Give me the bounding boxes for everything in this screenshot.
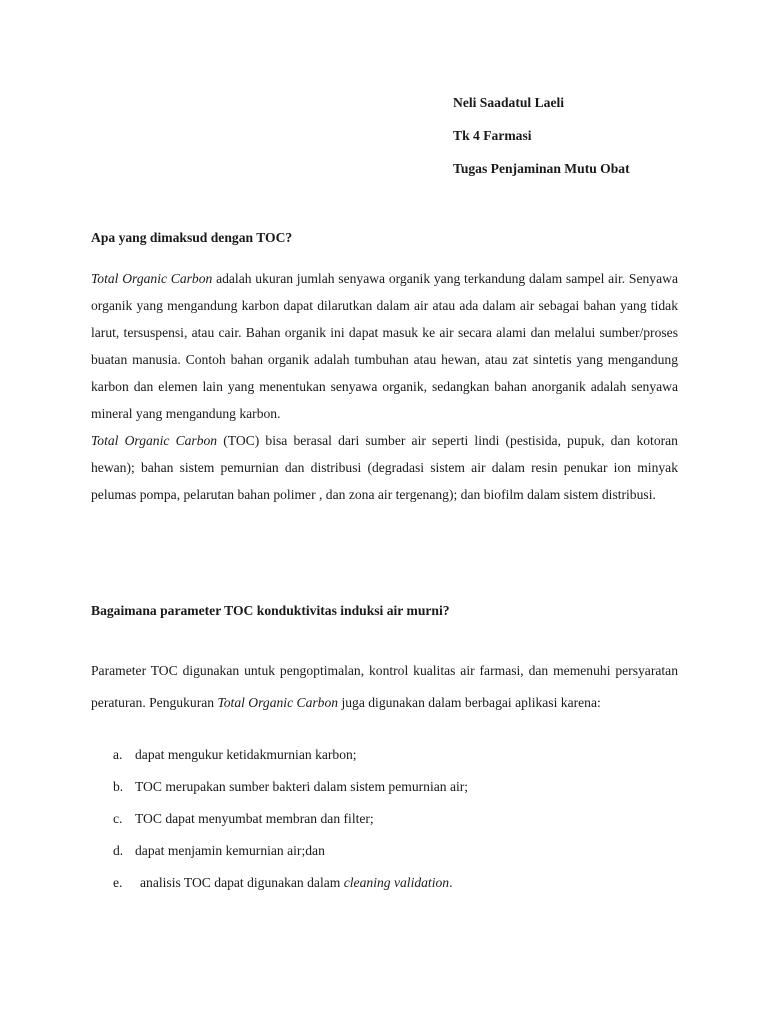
list-marker: b.	[113, 779, 124, 794]
section2-intro-paragraph	[91, 655, 678, 718]
section1-heading: Apa yang dimaksud dengan TOC?	[91, 230, 293, 245]
list-marker: c.	[113, 811, 123, 826]
list-marker: d.	[113, 843, 124, 858]
list-item-text: dapat menjamin kemurnian air;dan	[135, 843, 325, 858]
list-item	[91, 873, 691, 905]
list-item	[91, 841, 691, 873]
list-marker: a.	[113, 747, 123, 762]
list-item-text: dapat mengukur ketidakmurnian karbon;	[135, 747, 357, 762]
toc-term: Total Organic Carbon	[91, 271, 213, 286]
section2-intro	[91, 655, 678, 718]
toc-term: Total Organic Carbon	[217, 694, 339, 710]
section2-heading: Bagaimana parameter TOC konduktivitas induksi air murni?	[91, 603, 450, 618]
list-item-text: TOC merupakan sumber bakteri dalam sistem pemurnian air;	[135, 779, 469, 794]
paragraph-text: (TOC) bisa berasal dari sumber air seperti lindi (pestisida, pupuk, dan kotoran hewan); bahan sistem pemurnian dan distribusi (degradasi sistem air dalam resin penukar ion minyak pelumas pompa, pelarutan bahan polimer , dan zona air tergenang); dan biofilm dalam sistem distribusi.	[91, 433, 678, 502]
intro-text-end: juga digunakan dalam berbagai aplikasi karena:	[338, 694, 601, 710]
author-class: Tk 4 Farmasi	[453, 128, 532, 143]
author-block	[453, 93, 630, 192]
toc-term: Total Organic Carbon	[91, 433, 218, 448]
section1-paragraph-1	[91, 265, 678, 427]
list-item-end: .	[449, 875, 453, 890]
section1-paragraph-2	[91, 427, 678, 508]
assignment-title: Tugas Penjaminan Mutu Obat	[453, 161, 630, 176]
list-item	[91, 777, 691, 809]
paragraph-text: adalah ukuran jumlah senyawa organik yang terkandung dalam sampel air. Senyawa organik yang mengandung karbon dapat dilarutkan dalam air atau ada dalam air sebagai bahan yang tidak larut, tersuspensi, atau cair. Bahan organik ini dapat masuk ke air secara alami dan melalui sumber/proses buatan manusia. Contoh bahan organik adalah tumbuhan atau hewan, atau zat sintetis yang mengandung karbon dan elemen lain yang menentukan senyawa organik, sedangkan bahan anorganik adalah senyawa mineral yang mengandung karbon.	[91, 271, 678, 421]
intro-text: Parameter TOC digunakan untuk pengoptimalan, kontrol kualitas air farmasi, dan memenuhi persyaratan peraturan. Pengukuran	[91, 663, 678, 710]
reasons-list	[91, 745, 691, 905]
list-item-text: analisis TOC dapat digunakan dalam	[140, 875, 344, 890]
list-item	[91, 809, 691, 841]
cleaning-validation-term: cleaning validation	[343, 875, 450, 890]
section1-body	[91, 265, 678, 508]
list-item-text: TOC dapat menyumbat membran dan filter;	[135, 811, 374, 826]
author-name: Neli Saadatul Laeli	[453, 95, 565, 110]
list-item	[91, 745, 691, 777]
list-marker: e.	[113, 875, 123, 890]
